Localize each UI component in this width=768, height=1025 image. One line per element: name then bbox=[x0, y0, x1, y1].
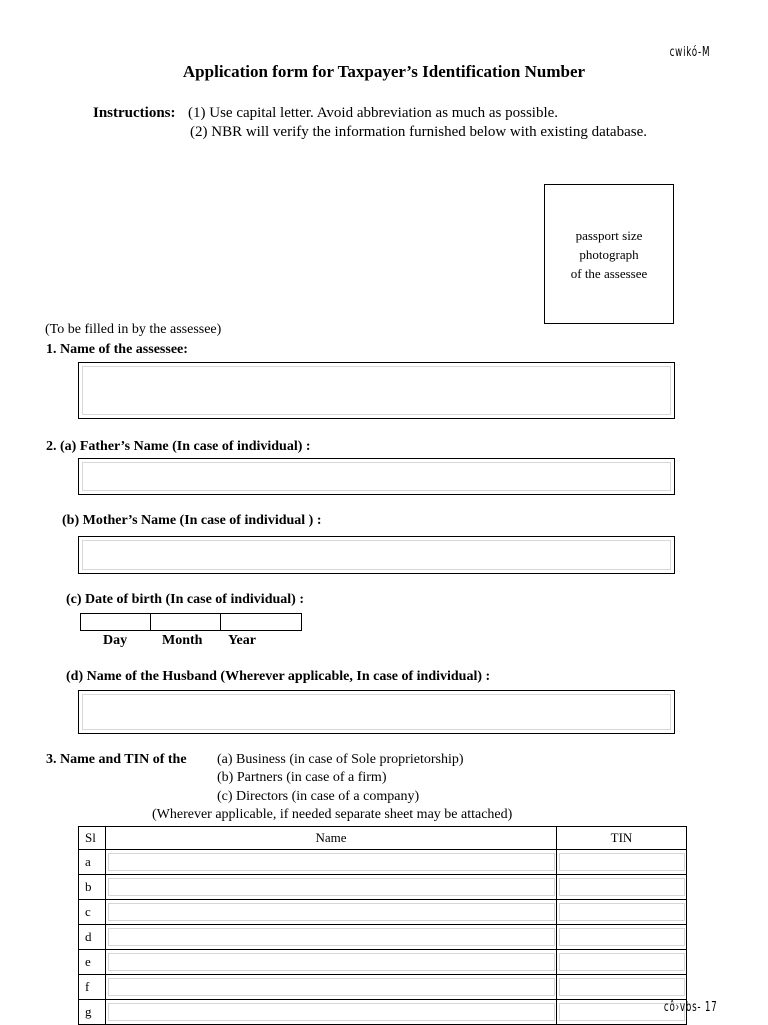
table-row bbox=[79, 1000, 687, 1025]
tin-cell[interactable] bbox=[557, 900, 687, 925]
assessee-name-label: 1. Name of the assessee: bbox=[46, 342, 188, 357]
table-row bbox=[79, 975, 687, 1000]
table-row bbox=[79, 875, 687, 900]
dob-fields bbox=[80, 613, 302, 631]
tin-cell[interactable] bbox=[557, 850, 687, 875]
mother-name-field[interactable] bbox=[78, 536, 675, 574]
attachment-note: (Wherever applicable, if needed separate sheet may be attached) bbox=[152, 807, 513, 822]
name-cell[interactable] bbox=[106, 875, 557, 900]
passport-photo-box[interactable] bbox=[544, 184, 674, 324]
option-partners: (b) Partners (in case of a firm) bbox=[217, 770, 387, 785]
name-cell[interactable] bbox=[106, 925, 557, 950]
name-cell[interactable] bbox=[106, 850, 557, 875]
dob-year-label: Year bbox=[228, 633, 256, 648]
row-serial: b bbox=[79, 875, 106, 900]
col-header-name: Name bbox=[106, 827, 557, 850]
photo-text-line-3: of the assessee bbox=[570, 265, 648, 281]
name-tin-table bbox=[78, 826, 687, 1025]
dob-label: (c) Date of birth (In case of individual) : bbox=[66, 592, 304, 607]
tin-cell[interactable] bbox=[557, 925, 687, 950]
row-serial: c bbox=[79, 900, 106, 925]
option-business: (a) Business (in case of Sole proprietorship) bbox=[217, 752, 464, 767]
table-row bbox=[79, 925, 687, 950]
mother-name-label: (b) Mother’s Name (In case of individual ) : bbox=[62, 513, 322, 528]
photo-text-line-1: passport size bbox=[575, 227, 643, 243]
dob-day-label: Day bbox=[103, 633, 128, 648]
father-name-label: 2. (a) Father’s Name (In case of individual) : bbox=[46, 439, 311, 454]
page-code: cô›vbs- 17 bbox=[664, 1000, 718, 1015]
table-header-row bbox=[79, 827, 687, 850]
table-row bbox=[79, 950, 687, 975]
row-serial: e bbox=[79, 950, 106, 975]
dob-day-field[interactable] bbox=[80, 613, 151, 631]
assessee-name-field[interactable] bbox=[78, 362, 675, 419]
instruction-line-1: (1) Use capital letter. Avoid abbreviation as much as possible. bbox=[188, 105, 559, 121]
photo-text-line-2: photograph bbox=[579, 246, 639, 262]
tin-cell[interactable] bbox=[557, 950, 687, 975]
form-code: cwikó-M bbox=[669, 45, 710, 60]
col-header-tin: TIN bbox=[557, 827, 687, 850]
fill-note: (To be filled in by the assessee) bbox=[45, 322, 222, 337]
row-serial: g bbox=[79, 1000, 106, 1025]
dob-month-field[interactable] bbox=[151, 613, 221, 631]
option-directors: (c) Directors (in case of a company) bbox=[217, 789, 420, 804]
father-name-field[interactable] bbox=[78, 458, 675, 495]
name-cell[interactable] bbox=[106, 900, 557, 925]
row-serial: f bbox=[79, 975, 106, 1000]
dob-year-field[interactable] bbox=[221, 613, 302, 631]
row-serial: a bbox=[79, 850, 106, 875]
col-header-sl: Sl bbox=[79, 827, 106, 850]
name-cell[interactable] bbox=[106, 1000, 557, 1025]
page-title: Application form for Taxpayer’s Identification Number bbox=[182, 62, 586, 81]
husband-name-label: (d) Name of the Husband (Wherever applicable, In case of individual) : bbox=[66, 669, 491, 684]
instructions-label: Instructions: bbox=[93, 105, 176, 121]
table-row bbox=[79, 850, 687, 875]
husband-name-field[interactable] bbox=[78, 690, 675, 734]
tin-cell[interactable] bbox=[557, 975, 687, 1000]
name-cell[interactable] bbox=[106, 975, 557, 1000]
section3-label: 3. Name and TIN of the bbox=[46, 752, 187, 767]
instruction-line-2: (2) NBR will verify the information furnished below with existing database. bbox=[190, 124, 647, 140]
tin-cell[interactable] bbox=[557, 875, 687, 900]
table-row bbox=[79, 900, 687, 925]
name-cell[interactable] bbox=[106, 950, 557, 975]
row-serial: d bbox=[79, 925, 106, 950]
dob-month-label: Month bbox=[162, 633, 203, 648]
